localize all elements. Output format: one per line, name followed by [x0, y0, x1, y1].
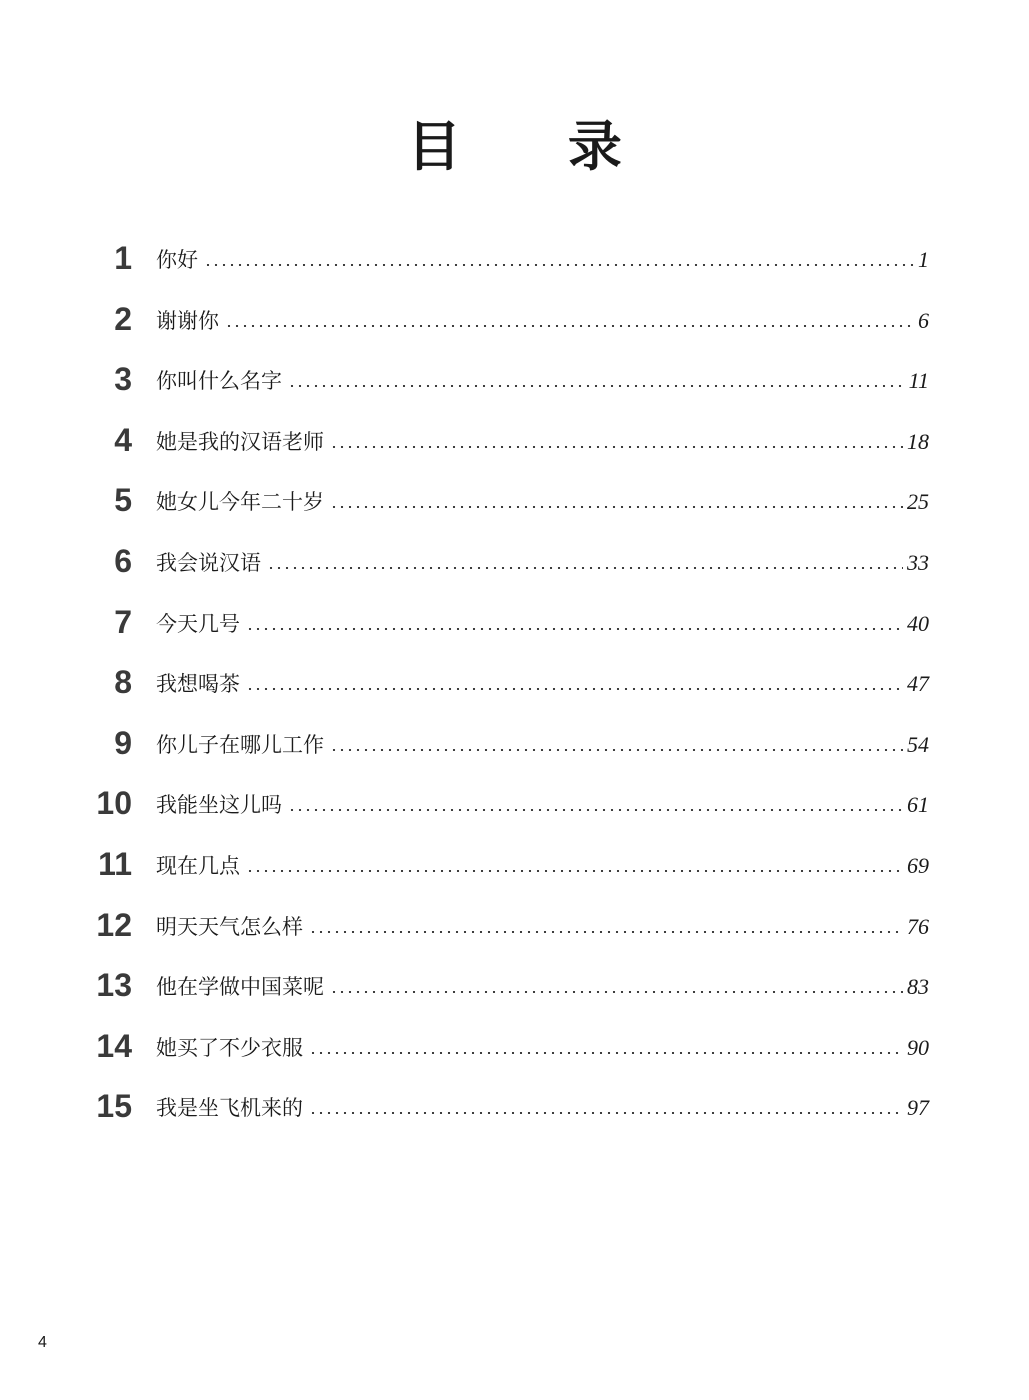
- toc-entry-7: [0, 594, 1029, 655]
- dot-leader: [288, 809, 903, 811]
- toc-entry-11: [0, 836, 1029, 897]
- toc-link[interactable]: [156, 668, 929, 700]
- lesson-number: 7: [114, 603, 132, 640]
- lesson-title: 她女儿今年二十岁: [156, 490, 324, 515]
- lesson-number: 10: [96, 785, 132, 822]
- toc-link[interactable]: [156, 547, 929, 579]
- dot-leader: [246, 688, 903, 690]
- toc-link[interactable]: [156, 305, 929, 337]
- toc-entry-14: [0, 1018, 1029, 1079]
- lesson-title: 明天天气怎么样: [156, 914, 303, 939]
- toc-entry-3: [0, 351, 1029, 412]
- lesson-number: 6: [114, 542, 132, 579]
- page-number: 83: [907, 974, 929, 1000]
- toc-link[interactable]: [156, 486, 929, 518]
- dot-leader: [204, 264, 914, 266]
- toc-link[interactable]: [156, 608, 929, 640]
- page-number: 25: [907, 489, 929, 515]
- toc-entry-1: [0, 230, 1029, 291]
- toc-entry-2: [0, 291, 1029, 352]
- toc-entry-13: [0, 957, 1029, 1018]
- lesson-title: 今天几号: [156, 611, 240, 636]
- toc-entry-12: [0, 897, 1029, 958]
- dot-leader: [246, 870, 903, 872]
- lesson-title: 她是我的汉语老师: [156, 429, 324, 454]
- page-number: 90: [907, 1034, 929, 1060]
- lesson-title: 我想喝茶: [156, 672, 240, 697]
- dot-leader: [309, 1052, 903, 1054]
- lesson-number: 13: [96, 967, 132, 1004]
- toc-link[interactable]: [156, 1092, 929, 1124]
- page-number: 33: [907, 549, 929, 575]
- page-number: 1: [918, 247, 929, 272]
- lesson-number: 1: [114, 240, 132, 276]
- toc-entry-4: [0, 412, 1029, 473]
- lesson-title: 他在学做中国菜呢: [156, 975, 324, 1000]
- toc-link[interactable]: [156, 911, 929, 943]
- toc-link[interactable]: [156, 244, 929, 276]
- lesson-title: 现在几点: [156, 853, 240, 878]
- dot-leader: [225, 325, 914, 327]
- page-number: 40: [907, 610, 929, 636]
- folio-page-number: 4: [38, 1334, 47, 1351]
- page-number: 61: [907, 792, 929, 818]
- lesson-number: 2: [114, 300, 132, 337]
- toc-link[interactable]: [156, 426, 929, 458]
- lesson-number: 9: [114, 724, 132, 761]
- lesson-title: 你好: [156, 248, 198, 272]
- dot-leader: [288, 385, 905, 387]
- lesson-number: 14: [96, 1027, 132, 1064]
- dot-leader: [330, 991, 903, 993]
- page-number: 6: [918, 307, 929, 333]
- lesson-number: 15: [96, 1088, 132, 1125]
- dot-leader: [309, 931, 903, 933]
- page-title: 目 录: [407, 115, 666, 178]
- toc-link[interactable]: [156, 1032, 929, 1064]
- toc-entry-15: [0, 1078, 1029, 1139]
- toc-link[interactable]: [156, 729, 929, 761]
- lesson-title: 她买了不少衣服: [156, 1035, 303, 1060]
- dot-leader: [330, 506, 903, 508]
- lesson-number: 8: [114, 664, 132, 701]
- lesson-title: 你儿子在哪儿工作: [156, 732, 324, 757]
- dot-leader: [246, 628, 903, 630]
- lesson-title: 谢谢你: [156, 308, 219, 333]
- toc-entry-5: [0, 472, 1029, 533]
- lesson-number: 12: [96, 906, 132, 943]
- toc-entry-6: [0, 533, 1029, 594]
- lesson-title: 我会说汉语: [156, 550, 261, 575]
- lesson-title: 我是坐飞机来的: [156, 1096, 303, 1121]
- toc-link[interactable]: [156, 365, 929, 397]
- toc-entry-8: [0, 654, 1029, 715]
- page-number: 11: [908, 368, 929, 394]
- dot-leader: [330, 446, 903, 448]
- lesson-title: 你叫什么名字: [156, 369, 282, 394]
- lesson-number: 4: [114, 421, 132, 458]
- dot-leader: [330, 749, 903, 751]
- lesson-title: 我能坐这儿吗: [156, 793, 282, 818]
- lesson-number: 5: [114, 482, 132, 519]
- page-number: 97: [907, 1095, 929, 1121]
- toc-link[interactable]: [156, 971, 929, 1003]
- lesson-number: 3: [114, 361, 132, 398]
- dot-leader: [309, 1112, 903, 1114]
- dot-leader: [267, 567, 903, 569]
- toc-link[interactable]: [156, 850, 929, 882]
- toc-entry-10: [0, 775, 1029, 836]
- lesson-number: 11: [98, 845, 132, 882]
- toc-entry-9: [0, 715, 1029, 776]
- toc-link[interactable]: [156, 789, 929, 821]
- page-number: 47: [907, 671, 929, 697]
- page-number: 76: [907, 913, 929, 939]
- page-number: 69: [907, 852, 929, 878]
- table-of-contents: [0, 230, 1029, 1139]
- page-number: 54: [907, 731, 929, 757]
- page-number: 18: [907, 428, 929, 454]
